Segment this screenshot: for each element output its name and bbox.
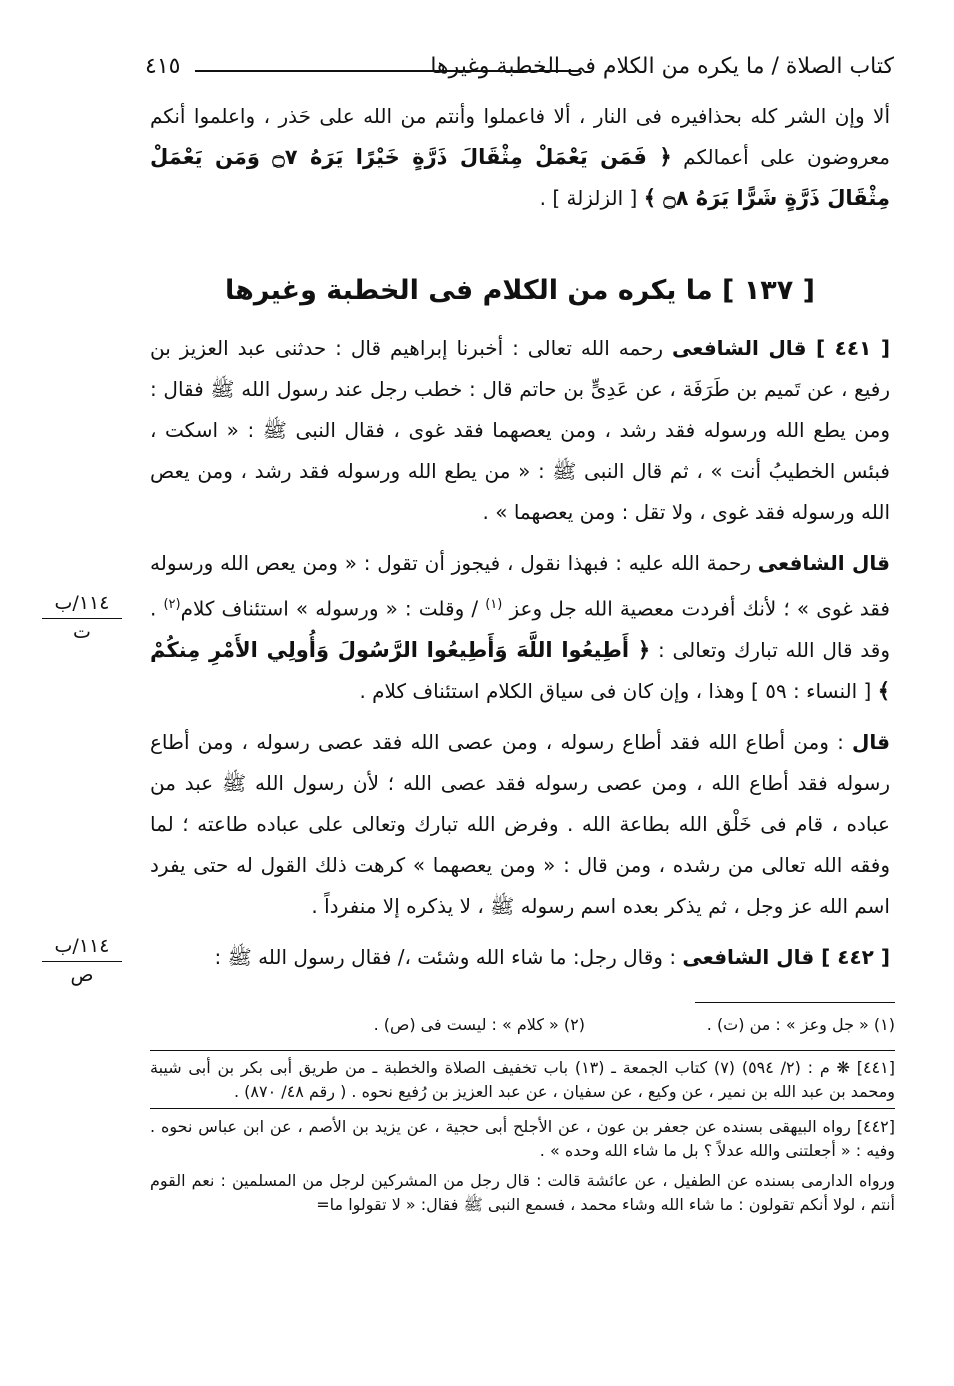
header-rule xyxy=(195,70,580,72)
paragraph-shafii-label: قال الشافعى xyxy=(757,551,891,575)
margin-reference-1 xyxy=(42,590,122,645)
paragraph-441-text: رحمه الله تعالى : أخبرنا إبراهيم قال : حدثنى عبد العزيز بن رفيع ، عن تَميم بن طَرَفَة ، عن عَدِىٍّ بن حاتم قال : خطب رجل عند رسول الله ﷺ فقال : ومن يطع الله ورسوله فقد رشد ، ومن يعصهما فقد غوى ، فقال النبى ﷺ : « اسكت ، فبئس الخطيبُ أنت » ، ثم قال النبى ﷺ : « من يطع الله ورسوله فقد رشد ، ومن يعص الله ورسوله فقد غوى ، ولا تقل : ومن يعصهما » . xyxy=(150,336,890,524)
margin-reference-1-folio: ١١٤/ب xyxy=(42,590,122,619)
page-number: ٤١٥ xyxy=(145,54,181,79)
paragraph-shafii-text-1: رحمة الله عليه : فبهذا نقول ، فيجوز أن تقول : « ومن يعص الله ورسوله فقد غوى » ؛ لأنك أفردت معصية الله جل وعز xyxy=(150,551,890,621)
paragraph-qala xyxy=(150,722,890,927)
footnote-1: (١) « جل وعز » : من (ت) . xyxy=(706,1015,895,1034)
section-title: [ ١٣٧ ] ما يكره من الكلام فى الخطبة وغيرها xyxy=(224,275,816,306)
hadith-notes xyxy=(150,1056,895,1217)
main-text-block xyxy=(150,328,890,978)
margin-reference-1-manuscript: ت xyxy=(73,621,91,643)
textual-footnotes xyxy=(150,1015,895,1039)
hadith-note-442-darimi: ورواه الدارمى بسنده عن الطفيل ، عن عائشة قالت : قال رجل من المشركين لرجل من المسلمين : نعم القوم أنتم ، لولا أنكم تقولون : ما شاء الله وشاء محمد ، فسمع النبى ﷺ فقال: « لا تقولوا ما= xyxy=(150,1171,895,1214)
top-line-2: أنكم معروضون على أعمالكم xyxy=(150,104,891,169)
quran-verse-nisa: ﴿ أَطِيعُوا اللَّهَ وَأَطِيعُوا الرَّسُولَ وَأُولِي الأَمْرِ مِنكُمْ ﴾ xyxy=(150,637,890,703)
paragraph-442-text: : وقال رجل: ما شاء الله وشئت ،/ فقال رسول الله ﷺ : xyxy=(214,944,677,969)
quran-verse-zalzala: ﴿ فَمَن يَعْمَلْ مِثْقَالَ ذَرَّةٍ خَيْرًا يَرَهُ ۝٧ وَمَن يَعْمَلْ مِثْقَالَ ذَرَّةٍ شَرًّا يَرَهُ ۝٨ ﴾ xyxy=(150,145,890,210)
hadith-notes-separator xyxy=(150,1108,895,1109)
hadith-note-441: [٤٤١] ❋ م : (٢/ ٥٩٤) (٧) كتاب الجمعة ـ (١٣) باب تخفيف الصلاة والخطبة ـ من طريق أبى بكر بن أبى شيبة ومحمد بن عبد الله بن نمير ، عن وكيع ، عن سفيان ، عن عبد العزيز بن رُفيع نحوه . ( رقم ٤٨/ ٨٧٠) . xyxy=(150,1058,896,1101)
footnote-2: (٢) « كلام » : ليست فى (ص) . xyxy=(373,1015,585,1034)
footnote-marker-2: (٢) xyxy=(163,597,181,612)
paragraph-shafii-comment xyxy=(150,543,890,712)
paragraph-qala-text: : ومن أطاع الله فقد أطاع رسوله ، ومن عصى الله فقد عصى رسوله ، ومن أطاع رسوله فقد أطاع الله ، ومن عصى رسوله فقد عصى الله ؛ لأن رسول الله ﷺ عبد من عباده ، قام فى خَلْق الله بطاعة الله . وفرض الله تبارك وتعالى على عباده طاعته ؛ لما وفقه الله تعالى من رشده ، ومن قال : « ومن يعصهما » كرهت ذلك القول له حتى يفرد اسم الله عز وجل ، ثم يذكر بعده اسم رسوله ﷺ ، لا يذكره إلا منفرداً . xyxy=(150,729,890,918)
paragraph-442-label: [ ٤٤٢ ] قال الشافعى xyxy=(682,944,890,969)
paragraph-shafii-text-2: / وقلت : « ورسوله » استئناف كلام xyxy=(180,596,479,621)
footnote-marker-1: (١) xyxy=(485,597,503,612)
top-text-block xyxy=(150,96,890,219)
running-title: كتاب الصلاة / ما يكره من الكلام فى الخطبة وغيرها xyxy=(430,54,894,79)
hadith-notes-rule xyxy=(150,1050,895,1051)
page-header xyxy=(145,50,894,90)
margin-reference-2-folio: ١١٤/ب xyxy=(42,933,122,962)
paragraph-441-label: [ ٤٤١ ] قال الشافعى xyxy=(672,336,890,360)
paragraph-shafii-text-4: [ النساء : ٥٩ ] وهذا ، وإن كان فى سياق الكلام استئناف كلام . xyxy=(359,678,872,703)
quran-citation-zalzala: [ الزلزلة ] . xyxy=(539,186,638,210)
footnote-rule xyxy=(695,1002,895,1003)
margin-reference-2-manuscript: ص xyxy=(70,964,94,986)
margin-reference-2 xyxy=(42,933,122,988)
paragraph-qala-label: قال xyxy=(852,729,890,754)
paragraph-441 xyxy=(150,328,890,533)
hadith-note-442-bayhaqi: [٤٤٢] رواه البيهقى بسنده عن جعفر بن عون ، عن الأجلح أبى حجية ، عن يزيد بن الأصم ، عن ابن عباس نحوه . وفيه : « أجعلتنى والله عدلاً ؟ بل ما شاء الله وحده » . xyxy=(150,1117,895,1160)
paragraph-442 xyxy=(150,937,890,978)
top-line-1: ألا وإن الشر كله بحذافيره فى النار ، ألا فاعملوا وأنتم من الله على حَذر ، واعلموا xyxy=(193,104,890,128)
paragraph-shafii-text-3: . وقد قال الله تبارك وتعالى : xyxy=(150,596,891,662)
